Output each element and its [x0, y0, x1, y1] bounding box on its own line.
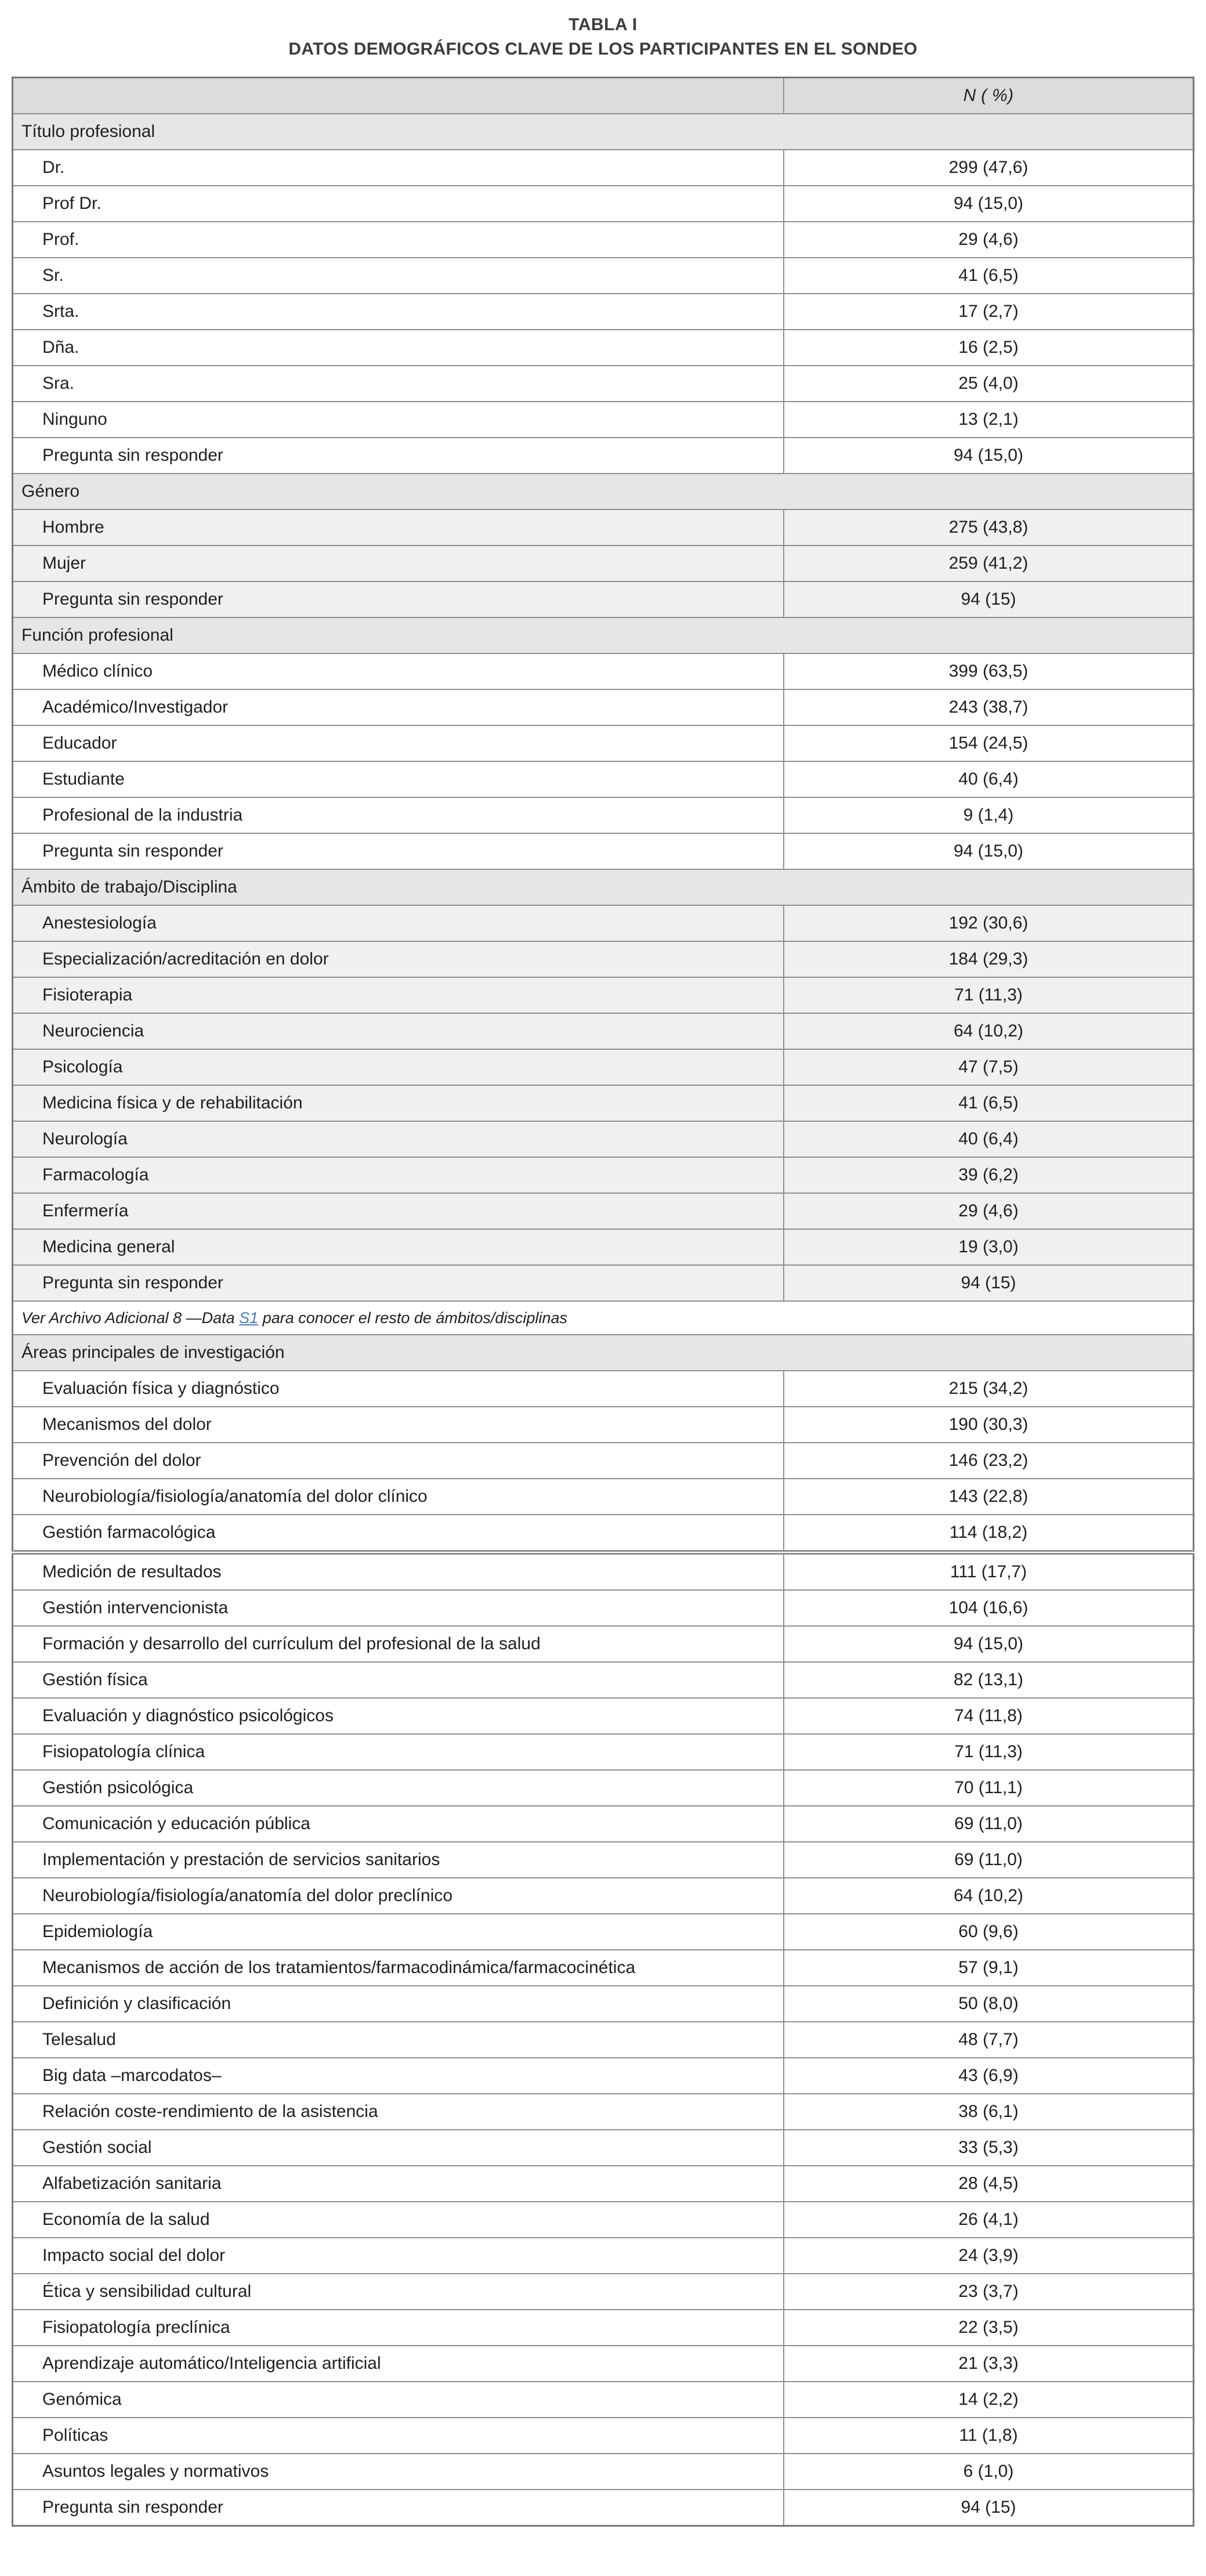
row-value: 111 (17,7)	[784, 1552, 1194, 1590]
row-value: 94 (15)	[784, 1265, 1194, 1301]
row-label: Anestesiología	[13, 905, 784, 941]
table-row	[13, 797, 1194, 833]
table-row	[13, 2346, 1194, 2382]
row-value: 43 (6,9)	[784, 2058, 1194, 2094]
row-label: Medicina física y de rehabilitación	[13, 1085, 784, 1121]
row-label: Psicología	[13, 1049, 784, 1085]
table-row	[13, 510, 1194, 545]
row-value: 14 (2,2)	[784, 2382, 1194, 2418]
row-label: Estudiante	[13, 761, 784, 797]
table-row	[13, 402, 1194, 438]
row-label: Enfermería	[13, 1193, 784, 1229]
table-row	[13, 1229, 1194, 1265]
table-row	[13, 1878, 1194, 1914]
row-label: Definición y clasificación	[13, 1986, 784, 2022]
table-row	[13, 2130, 1194, 2166]
section-header-row	[13, 1335, 1194, 1371]
row-value: 70 (11,1)	[784, 1770, 1194, 1806]
row-value: 41 (6,5)	[784, 258, 1194, 294]
row-label: Impacto social del dolor	[13, 2238, 784, 2274]
row-value: 64 (10,2)	[784, 1878, 1194, 1914]
table-body	[13, 114, 1194, 2526]
table-number: TABLA I	[568, 15, 638, 34]
row-label: Gestión psicológica	[13, 1770, 784, 1806]
row-value: 22 (3,5)	[784, 2310, 1194, 2346]
row-value: 399 (63,5)	[784, 653, 1194, 689]
table-row	[13, 222, 1194, 258]
row-label: Prof.	[13, 222, 784, 258]
table-row	[13, 438, 1194, 474]
row-label: Epidemiología	[13, 1914, 784, 1950]
table-row	[13, 1013, 1194, 1049]
row-value: 33 (5,3)	[784, 2130, 1194, 2166]
section-header-label: Género	[13, 474, 1194, 510]
row-value: 29 (4,6)	[784, 1193, 1194, 1229]
row-value: 9 (1,4)	[784, 797, 1194, 833]
row-value: 190 (30,3)	[784, 1407, 1194, 1443]
row-label: Neurociencia	[13, 1013, 784, 1049]
row-label: Políticas	[13, 2418, 784, 2454]
table-row	[13, 2094, 1194, 2130]
row-value: 82 (13,1)	[784, 1662, 1194, 1698]
section-header-row	[13, 869, 1194, 905]
row-value: 17 (2,7)	[784, 294, 1194, 330]
row-value: 24 (3,9)	[784, 2238, 1194, 2274]
section-header-row	[13, 474, 1194, 510]
row-label: Ninguno	[13, 402, 784, 438]
row-value: 38 (6,1)	[784, 2094, 1194, 2130]
table-row	[13, 2418, 1194, 2454]
row-label: Gestión intervencionista	[13, 1590, 784, 1626]
row-value: 114 (18,2)	[784, 1515, 1194, 1552]
row-value: 94 (15,0)	[784, 186, 1194, 222]
row-label: Telesalud	[13, 2022, 784, 2058]
table-row	[13, 2202, 1194, 2238]
section-header-row	[13, 617, 1194, 653]
row-label: Aprendizaje automático/Inteligencia artificial	[13, 2346, 784, 2382]
table-row	[13, 1193, 1194, 1229]
note-text-suffix: para conocer el resto de ámbitos/disciplinas	[258, 1309, 567, 1327]
row-value: 47 (7,5)	[784, 1049, 1194, 1085]
table-row	[13, 2166, 1194, 2202]
table-row	[13, 1914, 1194, 1950]
row-value: 94 (15,0)	[784, 438, 1194, 474]
table-row	[13, 2238, 1194, 2274]
table-row	[13, 1842, 1194, 1878]
row-label: Comunicación y educación pública	[13, 1806, 784, 1842]
table-row	[13, 1049, 1194, 1085]
header-n-percent: N ( %)	[784, 78, 1194, 114]
row-value: 192 (30,6)	[784, 905, 1194, 941]
row-value: 19 (3,0)	[784, 1229, 1194, 1265]
row-label: Implementación y prestación de servicios sanitarios	[13, 1842, 784, 1878]
table-row	[13, 1265, 1194, 1301]
table-row	[13, 581, 1194, 617]
table-row	[13, 545, 1194, 581]
table-row	[13, 258, 1194, 294]
row-value: 39 (6,2)	[784, 1157, 1194, 1193]
row-value: 71 (11,3)	[784, 1734, 1194, 1770]
row-label: Pregunta sin responder	[13, 581, 784, 617]
row-label: Pregunta sin responder	[13, 2490, 784, 2526]
row-label: Dña.	[13, 330, 784, 366]
row-value: 41 (6,5)	[784, 1085, 1194, 1121]
row-label: Gestión social	[13, 2130, 784, 2166]
row-label: Sra.	[13, 366, 784, 402]
table-row	[13, 366, 1194, 402]
table-row	[13, 941, 1194, 977]
row-value: 71 (11,3)	[784, 977, 1194, 1013]
row-label: Medición de resultados	[13, 1552, 784, 1590]
row-label: Farmacología	[13, 1157, 784, 1193]
row-label: Educador	[13, 725, 784, 761]
table-row	[13, 150, 1194, 186]
section-header-label: Función profesional	[13, 617, 1194, 653]
table-row	[13, 2382, 1194, 2418]
table-row	[13, 1734, 1194, 1770]
row-value: 146 (23,2)	[784, 1443, 1194, 1479]
table-row	[13, 1371, 1194, 1407]
row-label: Médico clínico	[13, 653, 784, 689]
row-label: Genómica	[13, 2382, 784, 2418]
row-label: Relación coste-rendimiento de la asistencia	[13, 2094, 784, 2130]
table-row	[13, 2022, 1194, 2058]
table-row	[13, 1626, 1194, 1662]
row-label: Académico/Investigador	[13, 689, 784, 725]
row-value: 60 (9,6)	[784, 1914, 1194, 1950]
table-row	[13, 1698, 1194, 1734]
table-title-text: DATOS DEMOGRÁFICOS CLAVE DE LOS PARTICIPANTES EN EL SONDEO	[288, 39, 918, 59]
row-label: Alfabetización sanitaria	[13, 2166, 784, 2202]
row-label: Profesional de la industria	[13, 797, 784, 833]
table-row	[13, 1806, 1194, 1842]
row-label: Gestión física	[13, 1662, 784, 1698]
row-label: Ética y sensibilidad cultural	[13, 2274, 784, 2310]
table-row	[13, 761, 1194, 797]
table-row	[13, 2310, 1194, 2346]
table-row	[13, 294, 1194, 330]
table-row	[13, 1590, 1194, 1626]
table-row	[13, 1986, 1194, 2022]
row-value: 16 (2,5)	[784, 330, 1194, 366]
row-value: 11 (1,8)	[784, 2418, 1194, 2454]
table-row	[13, 186, 1194, 222]
table-row	[13, 1085, 1194, 1121]
row-label: Mecanismos de acción de los tratamientos/farmacodinámica/farmacocinética	[13, 1950, 784, 1986]
section-header-label: Ámbito de trabajo/Disciplina	[13, 869, 1194, 905]
row-value: 69 (11,0)	[784, 1806, 1194, 1842]
supplementary-data-s1-link[interactable]: S1	[239, 1309, 259, 1327]
row-value: 215 (34,2)	[784, 1371, 1194, 1407]
row-value: 104 (16,6)	[784, 1590, 1194, 1626]
row-label: Economía de la salud	[13, 2202, 784, 2238]
table-row	[13, 689, 1194, 725]
table-row	[13, 833, 1194, 869]
row-label: Neurobiología/fisiología/anatomía del dolor preclínico	[13, 1878, 784, 1914]
row-value: 299 (47,6)	[784, 150, 1194, 186]
row-value: 6 (1,0)	[784, 2454, 1194, 2490]
table-row	[13, 2274, 1194, 2310]
table-row	[13, 1770, 1194, 1806]
row-value: 48 (7,7)	[784, 2022, 1194, 2058]
row-label: Mujer	[13, 545, 784, 581]
row-value: 243 (38,7)	[784, 689, 1194, 725]
note-text-prefix: Ver Archivo Adicional 8 —Data	[21, 1309, 240, 1327]
section-header-label: Áreas principales de investigación	[13, 1335, 1194, 1371]
row-label: Pregunta sin responder	[13, 1265, 784, 1301]
row-value: 25 (4,0)	[784, 366, 1194, 402]
row-value: 21 (3,3)	[784, 2346, 1194, 2382]
table-row	[13, 330, 1194, 366]
row-label: Prof Dr.	[13, 186, 784, 222]
row-value: 69 (11,0)	[784, 1842, 1194, 1878]
row-value: 57 (9,1)	[784, 1950, 1194, 1986]
table-row	[13, 1662, 1194, 1698]
table-row	[13, 1407, 1194, 1443]
row-value: 13 (2,1)	[784, 402, 1194, 438]
row-label: Srta.	[13, 294, 784, 330]
row-value: 40 (6,4)	[784, 761, 1194, 797]
row-label: Gestión farmacológica	[13, 1515, 784, 1552]
note-row	[13, 1301, 1194, 1335]
row-value: 64 (10,2)	[784, 1013, 1194, 1049]
table-row	[13, 725, 1194, 761]
table-row	[13, 1157, 1194, 1193]
row-label: Mecanismos del dolor	[13, 1407, 784, 1443]
row-value: 94 (15,0)	[784, 833, 1194, 869]
table-row	[13, 2058, 1194, 2094]
table-row	[13, 1950, 1194, 1986]
row-value: 259 (41,2)	[784, 545, 1194, 581]
table-row	[13, 653, 1194, 689]
row-label: Neurobiología/fisiología/anatomía del dolor clínico	[13, 1479, 784, 1515]
row-value: 94 (15,0)	[784, 1626, 1194, 1662]
table-row	[13, 1552, 1194, 1590]
row-label: Evaluación física y diagnóstico	[13, 1371, 784, 1407]
row-value: 28 (4,5)	[784, 2166, 1194, 2202]
row-label: Evaluación y diagnóstico psicológicos	[13, 1698, 784, 1734]
table-row	[13, 1515, 1194, 1552]
row-label: Sr.	[13, 258, 784, 294]
section-header-row	[13, 114, 1194, 150]
row-label: Fisiopatología clínica	[13, 1734, 784, 1770]
table-row	[13, 2454, 1194, 2490]
row-label: Prevención del dolor	[13, 1443, 784, 1479]
row-value: 29 (4,6)	[784, 222, 1194, 258]
row-label: Dr.	[13, 150, 784, 186]
table-header-row	[13, 78, 1194, 114]
row-value: 94 (15)	[784, 581, 1194, 617]
table-row	[13, 977, 1194, 1013]
row-value: 23 (3,7)	[784, 2274, 1194, 2310]
row-value: 50 (8,0)	[784, 1986, 1194, 2022]
row-value: 184 (29,3)	[784, 941, 1194, 977]
row-label: Fisiopatología preclínica	[13, 2310, 784, 2346]
demographics-table	[12, 77, 1194, 2527]
row-value: 74 (11,8)	[784, 1698, 1194, 1734]
row-label: Neurología	[13, 1121, 784, 1157]
row-value: 154 (24,5)	[784, 725, 1194, 761]
row-label: Asuntos legales y normativos	[13, 2454, 784, 2490]
table-row	[13, 2490, 1194, 2526]
row-label: Especialización/acreditación en dolor	[13, 941, 784, 977]
row-value: 275 (43,8)	[784, 510, 1194, 545]
row-label: Pregunta sin responder	[13, 438, 784, 474]
table-row	[13, 1443, 1194, 1479]
table-caption	[0, 13, 1206, 62]
row-label: Formación y desarrollo del currículum del profesional de la salud	[13, 1626, 784, 1662]
section-header-label: Título profesional	[13, 114, 1194, 150]
row-value: 26 (4,1)	[784, 2202, 1194, 2238]
table-row	[13, 905, 1194, 941]
header-empty-cell	[13, 78, 784, 114]
row-label: Big data –marcodatos–	[13, 2058, 784, 2094]
row-label: Hombre	[13, 510, 784, 545]
row-value: 143 (22,8)	[784, 1479, 1194, 1515]
row-value: 94 (15)	[784, 2490, 1194, 2526]
table-row	[13, 1479, 1194, 1515]
row-label: Fisioterapia	[13, 977, 784, 1013]
row-label: Medicina general	[13, 1229, 784, 1265]
row-value: 40 (6,4)	[784, 1121, 1194, 1157]
row-label: Pregunta sin responder	[13, 833, 784, 869]
note-cell	[13, 1301, 1194, 1335]
table-row	[13, 1121, 1194, 1157]
